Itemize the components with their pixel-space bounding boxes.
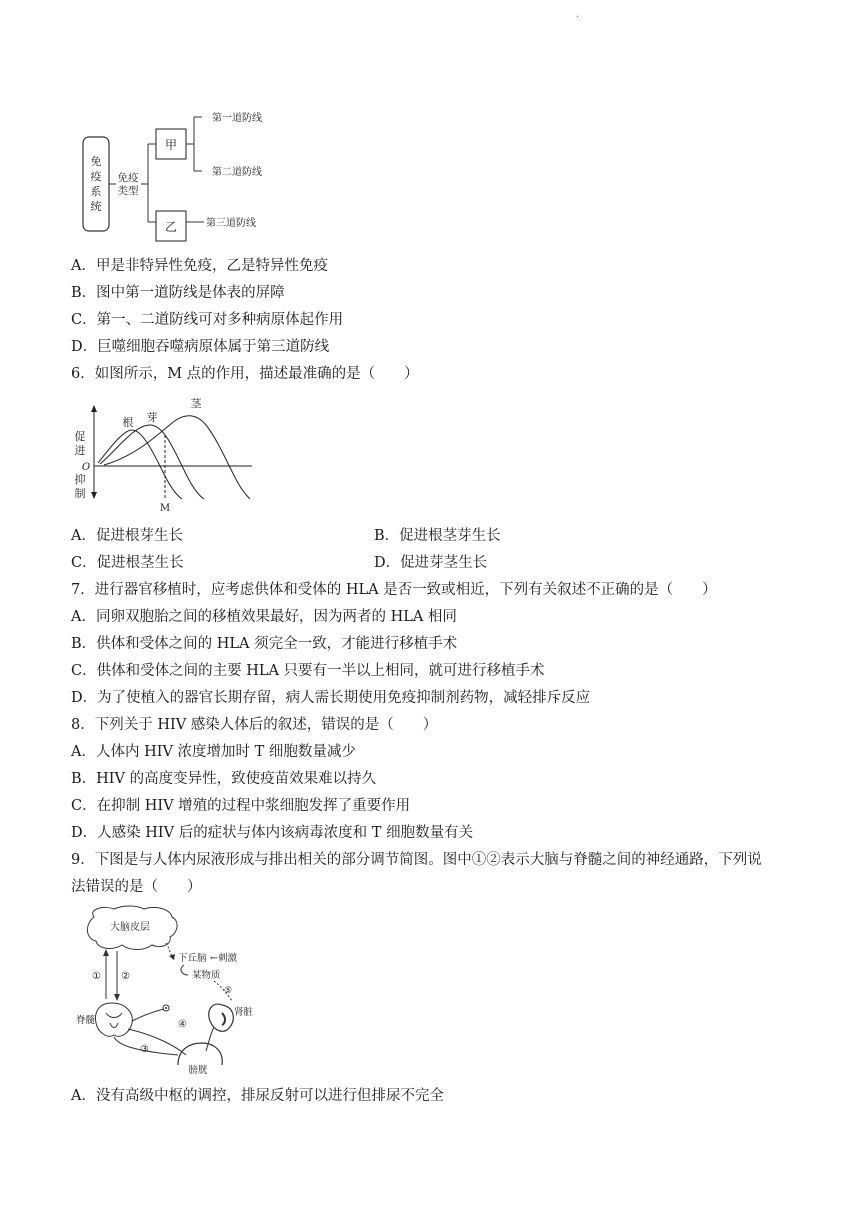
q5-option-c: C．第一、二道防线可对多种病原体起作用 (71, 312, 344, 328)
q6-option-c: C．促进根茎生长 (71, 555, 184, 571)
y-promote-1: 促 (74, 430, 86, 443)
q7-option-a: A．同卵双胞胎之间的移植效果最好，因为两者的 HLA 相同 (71, 609, 457, 625)
first-line-label: 第一道防线 (212, 113, 262, 124)
q7-option-b: B．供体和受体之间的 HLA 须完全一致，才能进行移植手术 (71, 636, 458, 652)
q7-option-d: D．为了使植入的器官长期存留，病人需长期使用免疫抑制剂药物，减轻排斥反应 (71, 690, 591, 706)
q8-stem: 8．下列关于 HIV 感染人体后的叙述，错误的是（ ） (71, 717, 438, 733)
hypothalamus-label: 下丘脑 (178, 953, 207, 964)
q6-stem: 6．如图所示，M 点的作用，描述最准确的是（ ） (71, 366, 419, 382)
root-curve (98, 430, 182, 499)
third-line-label: 第三道防线 (206, 218, 256, 229)
bud-curve (100, 425, 204, 499)
y-inhibit-2: 制 (74, 487, 86, 500)
q6-option-b: B．促进根茎芽生长 (374, 528, 501, 544)
stem-label: 茎 (190, 397, 202, 410)
q5-option-a: A．甲是非特异性免疫，乙是特异性免疫 (71, 258, 328, 274)
root-label: 根 (122, 416, 134, 429)
spinal-cord-label: 脊髓 (76, 1015, 96, 1026)
circle-3: ③ (140, 1044, 149, 1055)
immune-system-diagram (80, 105, 280, 245)
q9-option-a: A．没有高级中枢的调控，排尿反射可以进行但排尿不完全 (71, 1088, 444, 1104)
substance-label: 某物质 (192, 970, 221, 981)
bladder-label: 膀胱 (188, 1065, 208, 1075)
kidney-shape (209, 1004, 234, 1031)
q5-option-d: D．巨噬细胞吞噬病原体属于第三道防线 (71, 339, 330, 355)
root-char-3: 系 (90, 185, 102, 198)
q7-option-c: C．供体和受体之间的主要 HLA 只要有一半以上相同，就可进行移植手术 (71, 663, 545, 679)
kidney-label: 肾脏 (234, 1007, 254, 1018)
stimulus-label: ←刺激 (210, 953, 237, 964)
q9-stem-line1: 9．下图是与人体内尿液形成与排出相关的部分调节简图。图中①②表示大脑与脊髓之间的神经通路，下列说 (71, 852, 762, 868)
q9-stem-line2: 法错误的是（ ） (71, 879, 202, 895)
branch-label-2: 类型 (117, 185, 139, 197)
q7-stem: 7．进行器官移植时，应考虑供体和受体的 HLA 是否一致或相近，下列有关叙述不正确的是（ ） (71, 582, 717, 598)
jia-box-label: 甲 (164, 138, 178, 152)
origin-label: O (81, 462, 91, 473)
q6-option-d: D．促进芽茎生长 (374, 555, 488, 571)
auxin-curve-figure (72, 395, 257, 520)
cortex-label: 大脑皮层 (110, 922, 150, 933)
q5-option-b: B．图中第一道防线是体表的屏障 (71, 285, 285, 301)
circle-4: ④ (178, 1019, 187, 1030)
root-char-4: 统 (90, 200, 102, 213)
header-mark: · (576, 12, 580, 23)
y-promote-2: 进 (74, 444, 86, 457)
q8-option-c: C．在抑制 HIV 增殖的过程中浆细胞发挥了重要作用 (71, 798, 411, 814)
circle-1: ① (92, 971, 101, 982)
q8-option-d: D．人感染 HIV 后的症状与体内该病毒浓度和 T 细胞数量有关 (71, 825, 474, 841)
m-label: M (159, 503, 171, 514)
q8-option-b: B．HIV 的高度变异性，致使疫苗效果难以持久 (71, 771, 377, 787)
bud-label: 芽 (146, 411, 158, 424)
root-char-1: 免 (90, 155, 102, 168)
q6-option-a: A．促进根芽生长 (71, 528, 183, 544)
circle-5: ⑤ (224, 986, 233, 996)
second-line-label: 第二道防线 (212, 167, 262, 178)
q8-option-a: A．人体内 HIV 浓度增加时 T 细胞数量减少 (71, 744, 356, 760)
spinal-cord-shape (96, 1003, 133, 1036)
y-inhibit-1: 抑 (74, 473, 86, 486)
root-char-2: 疫 (90, 170, 102, 183)
yi-box-label: 乙 (164, 220, 178, 234)
urination-regulation-diagram (74, 905, 274, 1075)
circle-2: ② (121, 971, 130, 982)
branch-label-1: 免疫 (117, 172, 139, 184)
